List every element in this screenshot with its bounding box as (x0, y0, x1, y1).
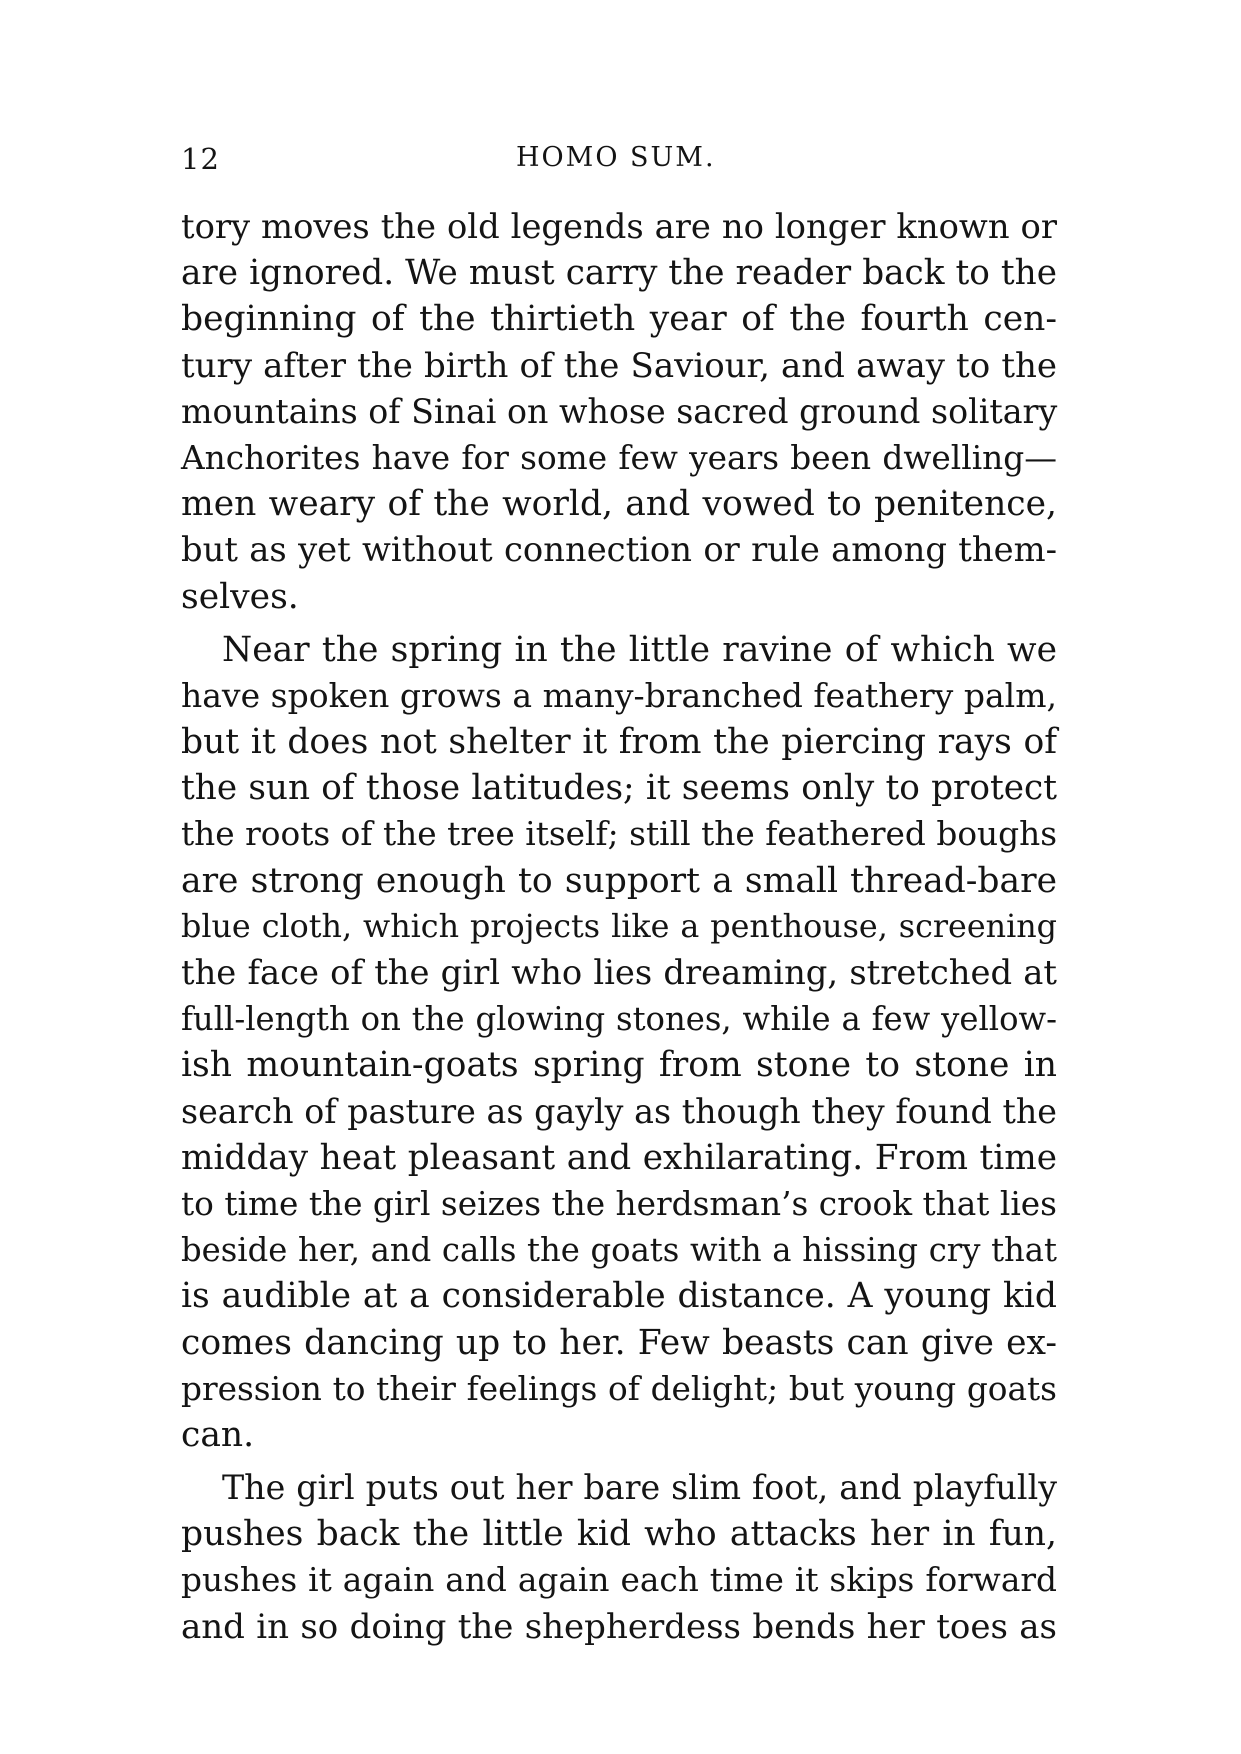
text-line: mountains of Sinai on whose sacred ground solitary (181, 391, 1058, 431)
text-line: tury after the birth of the Saviour, and away to the (181, 345, 1057, 386)
text-line: blue cloth, which projects like a penthouse, screening (181, 908, 1057, 945)
text-line: are ignored. We must carry the reader back to the (181, 253, 1057, 294)
text-line: full-length on the glowing stones, while a few yellow- (181, 1000, 1057, 1039)
text-line: and in so doing the shepherdess bends her toes as (181, 1606, 1057, 1647)
text-line: are strong enough to support a small thread-bare (181, 860, 1057, 901)
paragraph-1 (181, 204, 1057, 620)
text-line: ish mountain-goats spring from stone to stone in (181, 1045, 1057, 1086)
text-line: pushes back the little kid who attacks her in fun, (181, 1514, 1057, 1555)
text-line: to time the girl seizes the herdsman’s crook that lies (181, 1184, 1057, 1223)
paragraph-gap (181, 1458, 1057, 1465)
text-line: comes dancing up to her. Few beasts can give ex- (181, 1322, 1057, 1363)
text-line: the sun of those latitudes; it seems only to protect (181, 768, 1057, 809)
paragraph-3 (181, 1465, 1057, 1650)
text-line: Near the spring in the little ravine of which we (222, 629, 1057, 670)
text-line: pression to their feelings of delight; but young goats (181, 1369, 1057, 1408)
body-text (181, 204, 1057, 1650)
running-title: HOMO SUM. (516, 142, 716, 173)
paragraph-gap (181, 620, 1057, 627)
text-line: the face of the girl who lies dreaming, stretched at (181, 953, 1057, 992)
paragraph-2 (181, 627, 1057, 1458)
text-line: can. (181, 1414, 255, 1455)
text-line: pushes it again and again each time it skips forward (181, 1561, 1057, 1600)
text-line: but it does not shelter it from the piercing rays of (181, 722, 1057, 763)
text-line: men weary of the world, and vowed to penitence, (181, 484, 1057, 525)
text-line: is audible at a considerable distance. A young kid (181, 1276, 1057, 1317)
text-line: the roots of the tree itself; still the feathered boughs (181, 815, 1057, 854)
text-line: but as yet without connection or rule among them- (181, 530, 1057, 570)
text-line: have spoken grows a many-branched feathery palm, (181, 675, 1057, 715)
text-line: Anchorites have for some few years been dwelling— (181, 438, 1057, 477)
running-head (181, 142, 1061, 182)
page-number: 12 (181, 142, 220, 176)
text-line: selves. (181, 576, 299, 617)
text-line: midday heat pleasant and exhilarating. From time (181, 1137, 1057, 1178)
text-line: beginning of the thirtieth year of the fourth cen- (181, 299, 1057, 340)
text-line: search of pasture as gayly as though they found the (181, 1091, 1057, 1131)
text-line: The girl puts out her bare slim foot, and playfully (222, 1468, 1057, 1508)
text-line: tory moves the old legends are no longer known or (181, 207, 1057, 246)
text-line: beside her, and calls the goats with a hissing cry that (181, 1231, 1057, 1270)
